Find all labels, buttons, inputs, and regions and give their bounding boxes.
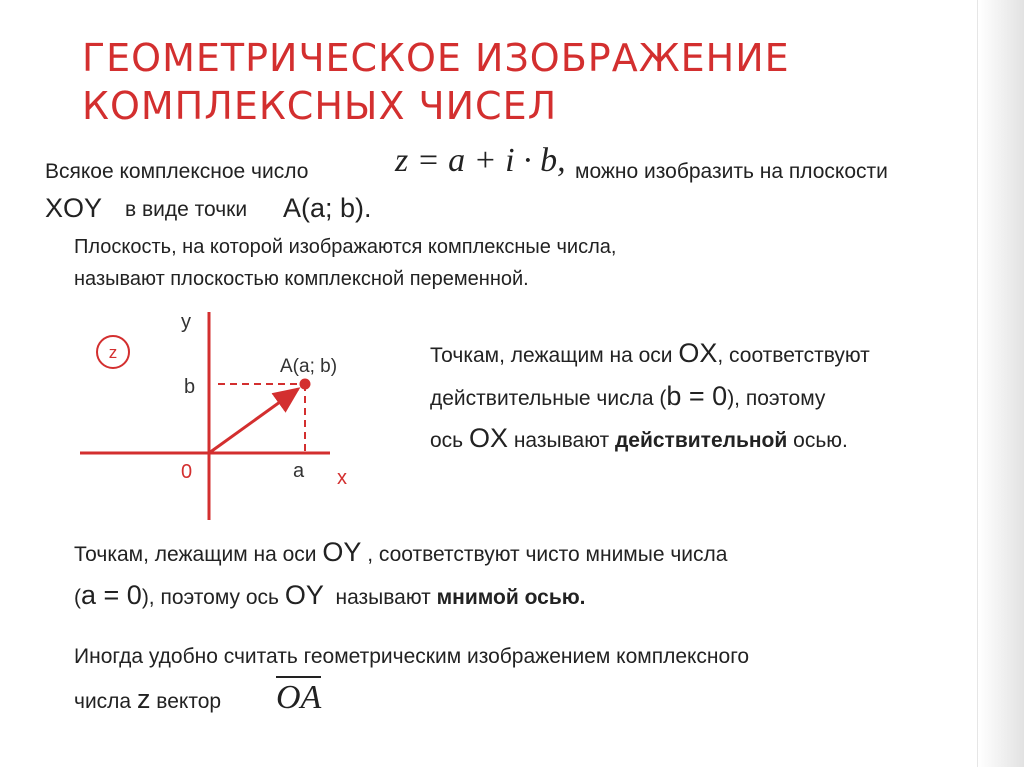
origin-label: 0 <box>181 461 193 483</box>
ox-axis-label-2: OX <box>468 423 508 453</box>
point-a-label: A(a; b) <box>280 356 338 377</box>
vector-line-2 <box>74 684 221 715</box>
intro-text-3: в виде точки <box>125 198 248 221</box>
intro-plane: XOY <box>45 193 103 223</box>
plane-def-line-1: Плоскость, на которой изображаются комплексные числа, <box>74 236 617 258</box>
oy-line-1 <box>74 537 727 568</box>
b-label: b <box>184 376 196 398</box>
plane-def-line-2: называют плоскостью комплексной переменной. <box>74 268 529 290</box>
oy-imaginary-axis-term: мнимой осью. <box>436 586 586 609</box>
title-line-2: КОМПЛЕКСНЫХ ЧИСЕЛ <box>82 84 558 128</box>
oy-line-2-a: ( <box>74 586 81 609</box>
ox-line-2-a: действительные числа ( <box>430 387 667 410</box>
ox-line-1 <box>430 338 870 369</box>
oy-axis-label-2: OY <box>284 580 324 610</box>
ox-line-3-a: ось <box>430 429 464 452</box>
x-label: x <box>337 467 347 489</box>
vector-oa: OA <box>276 676 321 716</box>
point-a-dot <box>300 379 311 390</box>
ox-line-3-c: называют <box>513 429 610 452</box>
intro-formula: z = a + i · b, <box>395 142 566 179</box>
ox-line-3 <box>430 423 848 454</box>
ox-axis-label-1: OX <box>678 338 718 368</box>
slide-edge-line <box>977 0 978 767</box>
ox-line-2 <box>430 381 825 412</box>
oy-line-2 <box>74 580 586 611</box>
complex-plane-diagram <box>0 300 380 530</box>
title-line-1: ГЕОМЕТРИЧЕСКОЕ ИЗОБРАЖЕНИЕ <box>82 36 790 80</box>
ox-line-2-c: ), поэтому <box>727 387 826 410</box>
oy-line-1-c: , соответствуют чисто мнимые числа <box>367 543 728 566</box>
y-label: y <box>181 311 191 333</box>
a-label: a <box>293 460 305 482</box>
ox-line-3-e: осью. <box>793 429 848 452</box>
vector-line-2-a: числа <box>74 690 132 713</box>
oy-line-1-a: Точкам, лежащим на оси <box>74 543 317 566</box>
vector-z-symbol: z <box>136 684 151 714</box>
intro-text-1: Всякое комплексное число <box>45 160 309 183</box>
oy-a-zero: a = 0 <box>81 580 142 610</box>
intro-text-2: можно изобразить на плоскости <box>575 160 888 183</box>
oy-line-2-c: ), поэтому ось <box>141 586 279 609</box>
ox-b-zero: b = 0 <box>666 381 728 411</box>
vector-line-1: Иногда удобно считать геометрическим изображением комплексного <box>74 645 750 668</box>
ox-real-axis-term: действительной <box>614 429 788 452</box>
ox-line-1-a: Точкам, лежащим на оси <box>430 344 673 367</box>
ox-line-1-c: , соответствуют <box>717 344 870 367</box>
slide-title <box>82 34 902 130</box>
z-label: z <box>108 343 118 362</box>
vector-oa-arrow <box>209 389 298 453</box>
oy-axis-label-1: OY <box>322 537 362 567</box>
slide-edge-shadow <box>978 0 1024 767</box>
oy-line-2-e: называют <box>335 586 431 609</box>
vector-line-2-c: вектор <box>156 690 222 713</box>
intro-point: A(a; b). <box>283 193 372 223</box>
